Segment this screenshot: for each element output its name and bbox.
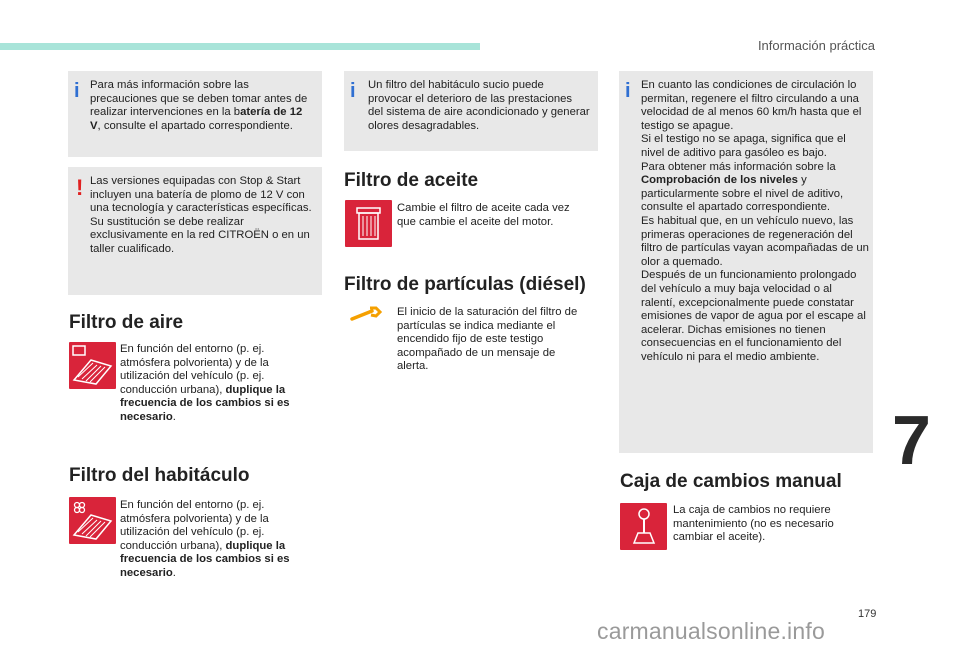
air-filter-text: En función del entorno (p. ej. atmósfera polvorienta) y de la utilización del vehículo (p. ej. conducción urbana), duplique la frecuencia de los cambios si es necesario. bbox=[120, 343, 290, 423]
info-icon: i bbox=[74, 80, 80, 102]
cabin-filter-title: Filtro del habitáculo bbox=[69, 465, 250, 486]
info-icon: i bbox=[350, 80, 356, 102]
gearbox-text: La caja de cambios no requiere mantenimiento (no es necesario cambiar el aceite). bbox=[673, 504, 834, 544]
watermark: carmanualsonline.info bbox=[597, 618, 825, 644]
cabin-filter-icon bbox=[69, 497, 116, 544]
air-filter-icon bbox=[69, 342, 116, 389]
info-box-text: Un filtro del habitáculo sucio puede provocar el deterioro de las prestaciones del sistema de aire acondicionado y generar olores desagradables. bbox=[368, 79, 590, 132]
info-box-regeneration bbox=[619, 71, 873, 453]
page-number: 179 bbox=[858, 608, 877, 620]
particle-filter-title: Filtro de partículas (diésel) bbox=[344, 274, 586, 295]
warning-box-battery bbox=[68, 167, 322, 295]
info-box-battery bbox=[68, 71, 322, 157]
info-box-cabin bbox=[344, 71, 598, 151]
oil-filter-icon bbox=[345, 200, 392, 247]
oil-filter-title: Filtro de aceite bbox=[344, 170, 479, 191]
warning-box-text: Las versiones equipadas con Stop & Start incluyen una batería de plomo de 12 V con una tecnología y características específicas. Su sustitución se debe realizar exclusivamente en la red CITROËN o en un taller cualificado. bbox=[90, 175, 312, 255]
gear-lever-icon bbox=[620, 503, 667, 550]
info-box-text: En cuanto las condiciones de circulación lo permitan, regenere el filtro circulando a una velocidad de al menos 60 km/h hasta que el testigo se apague. Si el testigo no se apaga, significa que el nivel de aditivo para gasóleo es bajo. Para obtener más información sobre la Comprobación de los niveles y particularmente sobre el nivel de aditivo, consulte el apartado correspondiente. Es habitual que, en un vehículo nuevo, las primeras operaciones de regeneración del filtro de partículas vayan acompañadas de un olor a quemado. Después de un funcionamiento prolongado del vehículo a muy baja velocidad o al ralentí, excepcionalmente puede constatar emisiones de vapor de agua por el escape al acelerar. Dichas emisiones no tienen consecuencias en el funcionamiento del vehículo ni para el medio ambiente. bbox=[641, 79, 869, 363]
oil-filter-text: Cambie el filtro de aceite cada vez que cambie el aceite del motor. bbox=[397, 202, 570, 228]
cabin-filter-text: En función del entorno (p. ej. atmósfera polvorienta) y de la utilización del vehículo (p. ej. conducción urbana), duplique la frecuencia de los cambios si es necesario. bbox=[120, 499, 290, 579]
info-box-text: Para más información sobre las precauciones que se deben tomar antes de realizar intervenciones en la batería de 12 V, consulte el apartado correspondiente. bbox=[90, 79, 308, 132]
warning-icon: ! bbox=[76, 175, 84, 200]
air-filter-title: Filtro de aire bbox=[69, 312, 184, 333]
gearbox-title: Caja de cambios manual bbox=[620, 471, 842, 492]
top-accent-bar bbox=[0, 43, 480, 50]
particle-filter-text: El inicio de la saturación del filtro de partículas se indica mediante el encendido fijo de este testigo acompañado de un mensaje de alerta. bbox=[397, 306, 578, 373]
wrench-icon bbox=[350, 306, 384, 322]
info-icon: i bbox=[625, 80, 631, 102]
chapter-number: 7 bbox=[892, 401, 931, 479]
section-title: Información práctica bbox=[757, 38, 875, 53]
